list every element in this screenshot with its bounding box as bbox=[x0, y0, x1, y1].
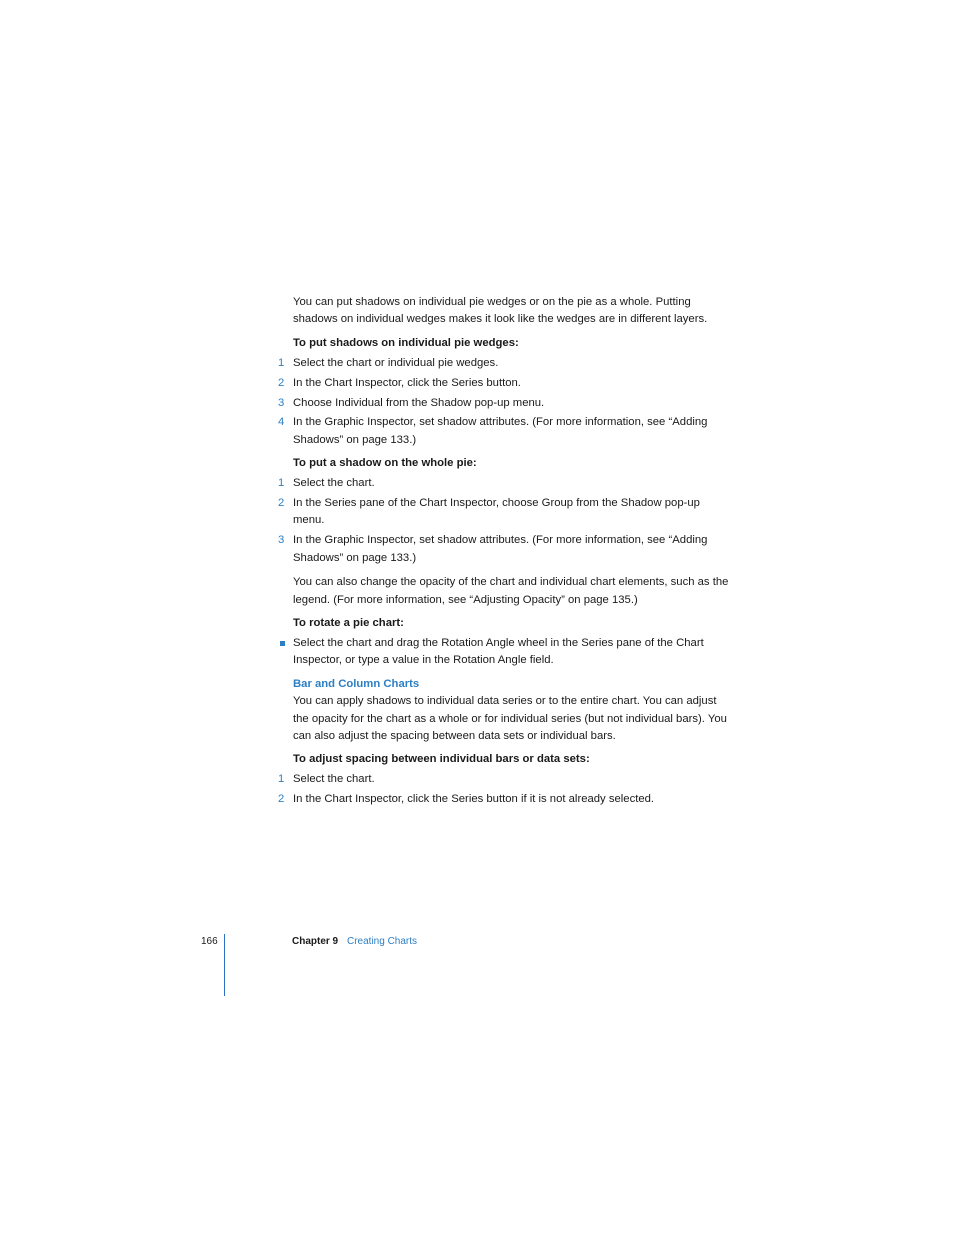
step-number: 3 bbox=[278, 534, 285, 547]
step-number: 2 bbox=[278, 376, 285, 389]
step-item bbox=[278, 414, 733, 449]
steps-whole-pie bbox=[278, 475, 733, 567]
task-heading-individual-wedges: To put shadows on individual pie wedges: bbox=[293, 336, 519, 349]
step-item bbox=[278, 791, 733, 808]
opacity-paragraph: You can also change the opacity of the chart and individual chart elements, such as the legend. (For more information, see “Adjusting Opacity” on page 135.) bbox=[293, 576, 729, 606]
intro-paragraph: You can put shadows on individual pie wedges or on the pie as a whole. Putting shadows on individual wedges makes it look like the wedges are in different layers. bbox=[293, 296, 708, 326]
step-number: 1 bbox=[278, 356, 285, 369]
step-text: In the Graphic Inspector, set shadow attributes. (For more information, see “Adding Shadows” on page 133.) bbox=[293, 416, 708, 446]
steps-spacing bbox=[278, 771, 733, 808]
page-content bbox=[278, 294, 733, 809]
step-number: 2 bbox=[278, 793, 285, 806]
step-number: 2 bbox=[278, 497, 285, 510]
step-number: 1 bbox=[278, 477, 285, 490]
footer-divider bbox=[224, 934, 225, 996]
step-text: In the Graphic Inspector, set shadow attributes. (For more information, see “Adding Shadows” on page 133.) bbox=[293, 534, 708, 564]
task-heading-rotate: To rotate a pie chart: bbox=[293, 617, 404, 629]
step-text: Choose Individual from the Shadow pop-up menu. bbox=[293, 396, 545, 409]
step-text: Select the chart or individual pie wedges. bbox=[293, 356, 499, 369]
step-text: Select the chart. bbox=[293, 773, 375, 786]
square-bullet-icon bbox=[280, 641, 285, 646]
step-item bbox=[278, 475, 733, 492]
chapter-label: Chapter 9 bbox=[292, 936, 339, 947]
step-item bbox=[278, 495, 733, 530]
step-item bbox=[278, 771, 733, 788]
step-text: Select the chart. bbox=[293, 477, 375, 490]
bullet-text: Select the chart and drag the Rotation Angle wheel in the Series pane of the Chart Inspector, or type a value in the Rotation Angle field. bbox=[293, 636, 704, 667]
bullets-rotate bbox=[293, 635, 733, 670]
step-item bbox=[278, 355, 733, 372]
step-item bbox=[278, 375, 733, 392]
steps-individual-wedges bbox=[278, 355, 733, 450]
task-heading-whole-pie: To put a shadow on the whole pie: bbox=[293, 457, 477, 470]
step-text: In the Chart Inspector, click the Series button if it is not already selected. bbox=[293, 793, 655, 806]
step-item bbox=[278, 395, 733, 412]
step-number: 1 bbox=[278, 773, 285, 786]
step-text: In the Chart Inspector, click the Series button. bbox=[293, 376, 521, 389]
step-number: 4 bbox=[278, 416, 285, 429]
section-body: You can apply shadows to individual data series or to the entire chart. You can adjust the opacity for the chart as a whole or for individual series (but not individual bars). You can also adjust the spacing between data sets or individual bars. bbox=[293, 695, 727, 742]
step-item bbox=[278, 532, 733, 567]
page-number: 166 bbox=[201, 936, 218, 947]
section-heading: Bar and Column Charts bbox=[293, 677, 420, 690]
step-text: In the Series pane of the Chart Inspector, choose Group from the Shadow pop-up menu. bbox=[293, 497, 700, 527]
bullet-item bbox=[293, 635, 733, 670]
task-heading-spacing: To adjust spacing between individual bars or data sets: bbox=[293, 753, 590, 766]
step-number: 3 bbox=[278, 396, 285, 409]
chapter-title-link[interactable]: Creating Charts bbox=[347, 936, 418, 947]
